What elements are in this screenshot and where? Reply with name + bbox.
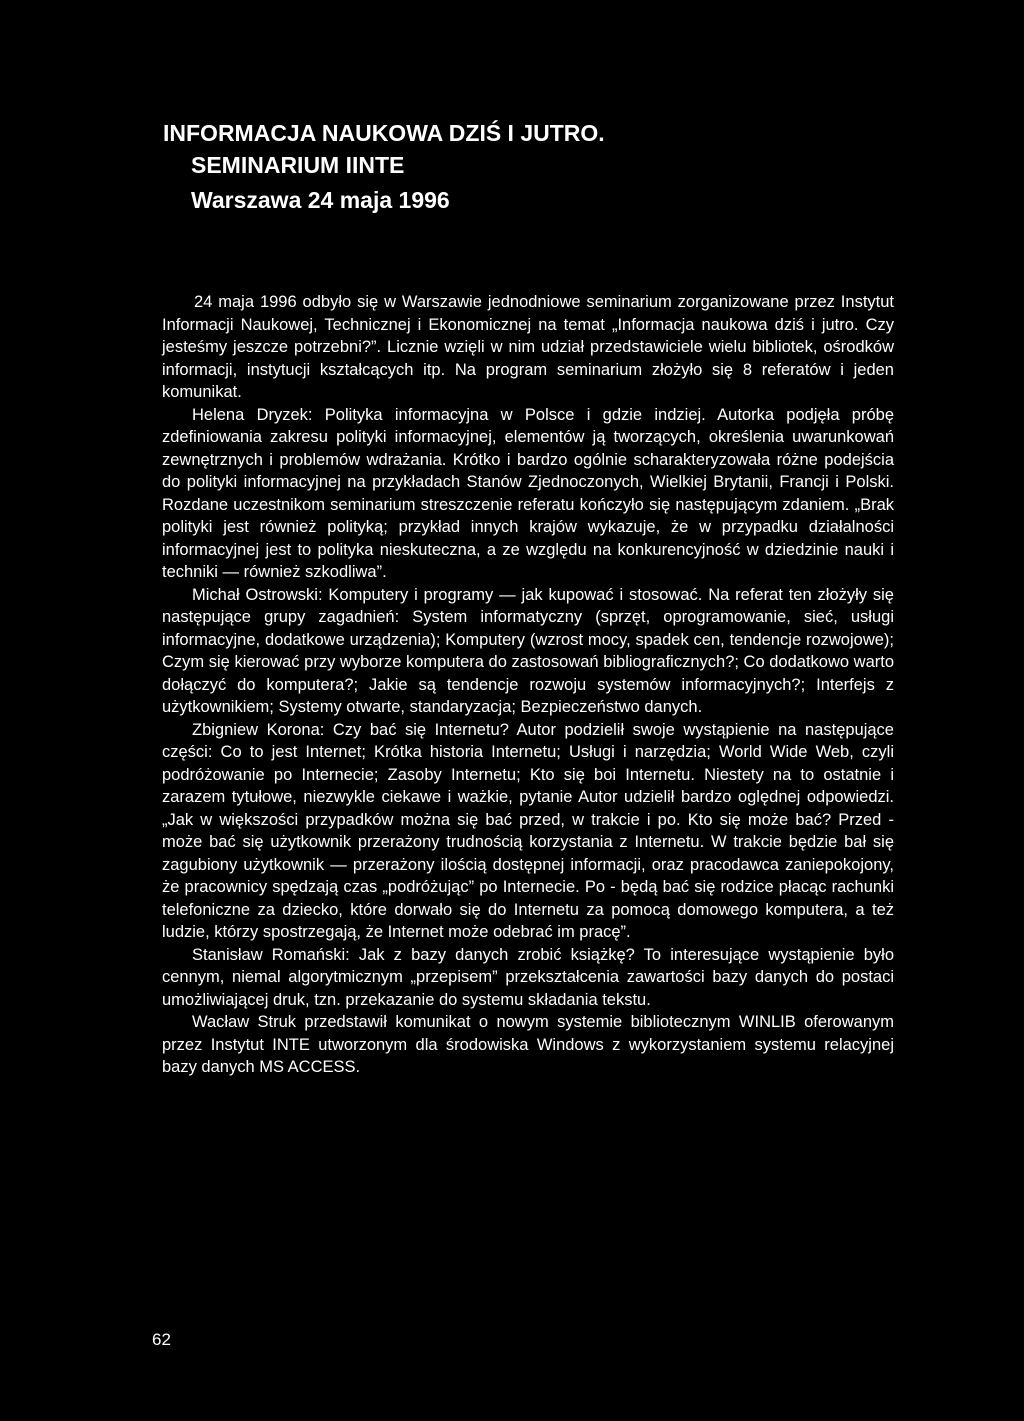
title-line-1: INFORMACJA NAUKOWA DZIŚ I JUTRO.: [163, 120, 605, 146]
article-body: [162, 291, 894, 1079]
paragraph-romanski: Stanisław Romański: Jak z bazy danych zrobić książkę? To interesujące wystąpienie było cennym, niemal algorytmicznym „przepisem” przekształcenia zawartości bazy danych do postaci umożliwiającej druk, tzn. przekazanie do systemu składania tekstu.: [162, 945, 894, 1009]
paragraph-dryzek: Helena Dryzek: Polityka informacyjna w Polsce i gdzie indziej. Autorka podjęła próbę zdefiniowania zakresu polityki informacyjnej, elementów ją tworzących, określenia uwarunkowań zewnętrznych i problemów wdrażania. Krótko i bardzo ogólnie scharakteryzowała różne podejścia do polityki informacyjnej na przykładach Stanów Zjednoczonych, Wielkiej Brytanii, Francji i Polski. Rozdane uczestnikom seminarium streszczenie referatu kończyło się następującym zdaniem. „Brak polityki jest również polityką; przykład innych krajów wykazuje, że w przypadku działalności informacyjnej jest to polityka nieskuteczna, a ze względu na konkurencyjność w dziedzinie nauki i techniki — również szkodliwa”.: [162, 405, 894, 581]
title-line-2: SEMINARIUM IINTE: [191, 152, 405, 178]
page-number: 62: [152, 1330, 171, 1349]
paragraph-ostrowski: Michał Ostrowski: Komputery i programy — jak kupować i stosować. Na referat ten złożyły się następujące grupy zagadnień: System informatyczny (sprzęt, oprogramowanie, sieć, usługi informacyjne, dodatkowe urządzenia); Komputery (wzrost mocy, spadek cen, tendencje rozwojowe); Czym się kierować przy wyborze komputera do zastosowań bibliograficznych?; Co dodatkowo warto dołączyć do komputera?; Jakie są tendencje rozwoju systemów informacyjnych?; Interfejs z użytkownikiem; Systemy otwarte, standaryzacja; Bezpieczeństwo danych.: [162, 585, 894, 716]
paragraph-struk: Wacław Struk przedstawił komunikat o nowym systemie bibliotecznym WINLIB oferowanym przez Instytut INTE utworzonym dla środowiska Windows z wykorzystaniem systemu relacyjnej bazy danych MS ACCESS.: [162, 1013, 894, 1076]
title-line-3: Warszawa 24 maja 1996: [191, 187, 450, 213]
paragraph-intro: 24 maja 1996 odbyło się w Warszawie jednodniowe seminarium zorganizowane przez Instytut Informacji Naukowej, Technicznej i Ekonomicznej na temat „Informacja naukowa dziś i jutro. Czy jesteśmy jeszcze potrzebni?”. Licznie wzięli w nim udział przedstawiciele wielu bibliotek, ośrodków informacji, instytucji kształcących itp. Na program seminarium złożyło się 8 referatów i jeden komunikat.: [162, 293, 894, 401]
paragraph-korona: Zbigniew Korona: Czy bać się Internetu? Autor podzielił swoje wystąpienie na następujące części: Co to jest Internet; Krótka historia Internetu; Usługi i narzędzia; World Wide Web, czyli podróżowanie po Internecie; Zasoby Internetu; Kto się boi Internetu. Niestety na to ostatnie i zarazem tytułowe, niezwykle ciekawe i ważkie, pytanie Autor udzielił bardzo oględnej odpowiedzi. „Jak w większości przypadków można się bać przed, w trakcie i po. Kto się może bać? Przed - może bać się użytkownik przerażony trudnością korzystania z Internetu. W trakcie będzie bał się zagubiony użytkownik — przerażony ilością dostępnej informacji, oraz pracodawca zaniepokojony, że pracownicy spędzają czas „podróżując” po Internecie. Po - będą bać się rodzice płacąc rachunki telefoniczne za dziecko, które dorwało się do Internetu za pomocą domowego komputera, a też ludzie, którzy spostrzegają, że Internet może odebrać im pracę”.: [162, 720, 894, 941]
